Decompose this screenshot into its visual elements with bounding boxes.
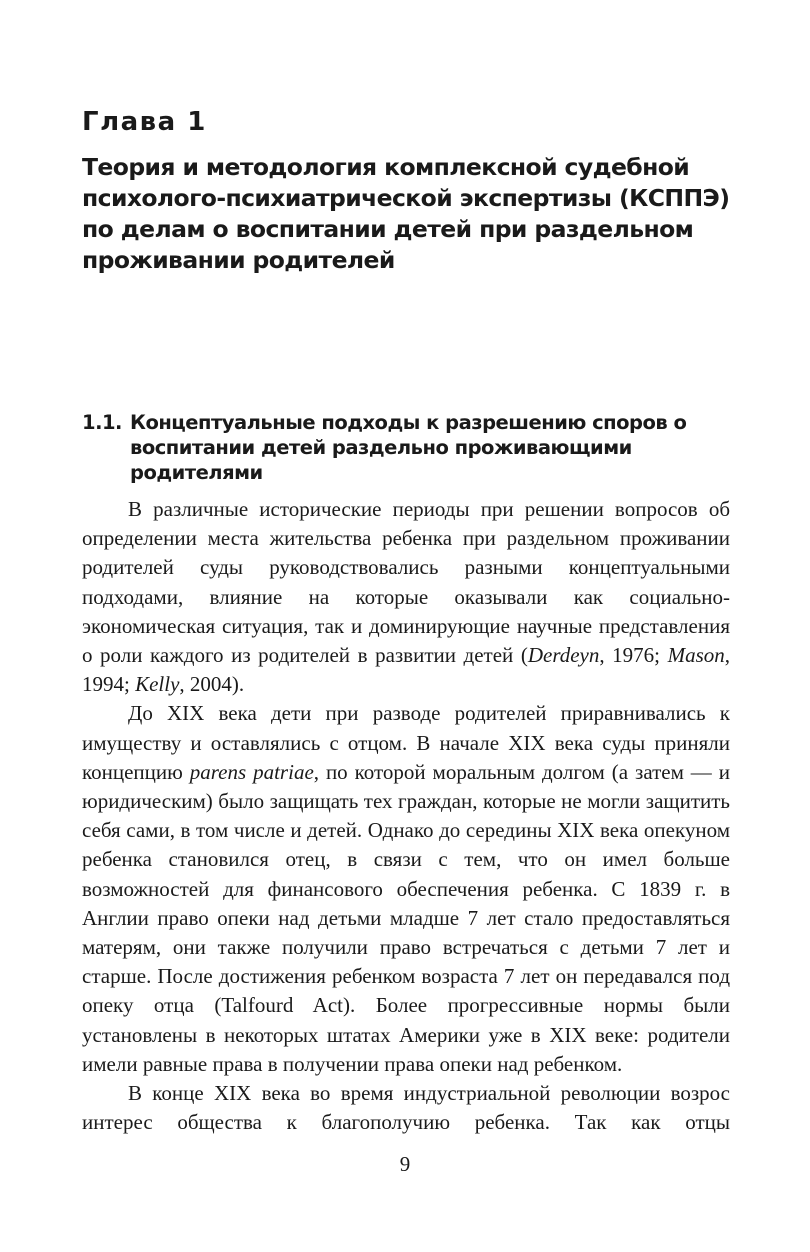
paragraph-3-text: В конце XIX века во время индустриальной революции возрос интерес общества к благополучию ребенка. Так как отцы xyxy=(82,1081,730,1135)
paragraph-2 xyxy=(82,699,730,1079)
body-text xyxy=(82,495,730,1137)
citation-year: , 1976; xyxy=(599,643,668,668)
chapter-title: Теория и методология комплексной судебной психолого-психиатрической экспертизы (КСППЭ) по делам о воспитании детей при раздельном проживании родителей xyxy=(82,153,730,274)
citation-author: Kelly xyxy=(135,672,180,697)
book-page xyxy=(82,104,730,1137)
section-number: 1.1. xyxy=(82,411,122,434)
citation-year: , 1994; xyxy=(82,643,730,697)
citation-author: Derdeyn xyxy=(527,643,600,668)
section-title: Концептуальные подходы к разрешению споров о воспитании детей раздельно проживающими родителями xyxy=(130,411,687,484)
section-heading xyxy=(82,410,730,485)
paragraph-2-text: До XIX века дети при разводе родителей приравнивались к имуществу и оставлялись с отцом. В начале XIX века суды приняли концепцию xyxy=(82,701,730,784)
paragraph-3 xyxy=(82,1079,730,1137)
latin-term: parens patriae xyxy=(189,759,314,784)
chapter-label: Глава 1 xyxy=(82,107,207,137)
paragraph-1 xyxy=(82,495,730,699)
citation-year: , 2004). xyxy=(179,672,245,697)
citation-author: Mason xyxy=(667,643,725,668)
page-number: 9 xyxy=(399,1152,411,1176)
paragraph-1-text: В различные исторические периоды при решении вопросов об определении места жительства ребенка при раздельном проживании родителей суды руководствовались разными концептуальными подходами, влияние на которые оказывали как социально-экономическая ситуация, так и доминирующие научные представления о роли каждого из родителей в развитии детей ( xyxy=(82,497,730,668)
paragraph-2-text-cont: , по которой моральным долгом (а затем — и юридическим) было защищать тех граждан, которые не могли защитить себя сами, в том числе и детей. Однако до середины XIX века опекуном ребенка становился отец, в связи с тем, что он имел больше возможностей для финансового обеспечения ребенка. С 1839 г. в Англии право опеки над детьми младше 7 лет стало предоставляться матерям, они также получили право встречаться с детьми 7 лет и старше. После достижения ребенком возраста 7 лет он передавался под опеку отца (Talfourd Act). Более прогрессивные нормы были установлены в некоторых штатах Америки уже в XIX веке: родители имели равные права в получении права опеки над ребенком. xyxy=(82,759,730,1076)
